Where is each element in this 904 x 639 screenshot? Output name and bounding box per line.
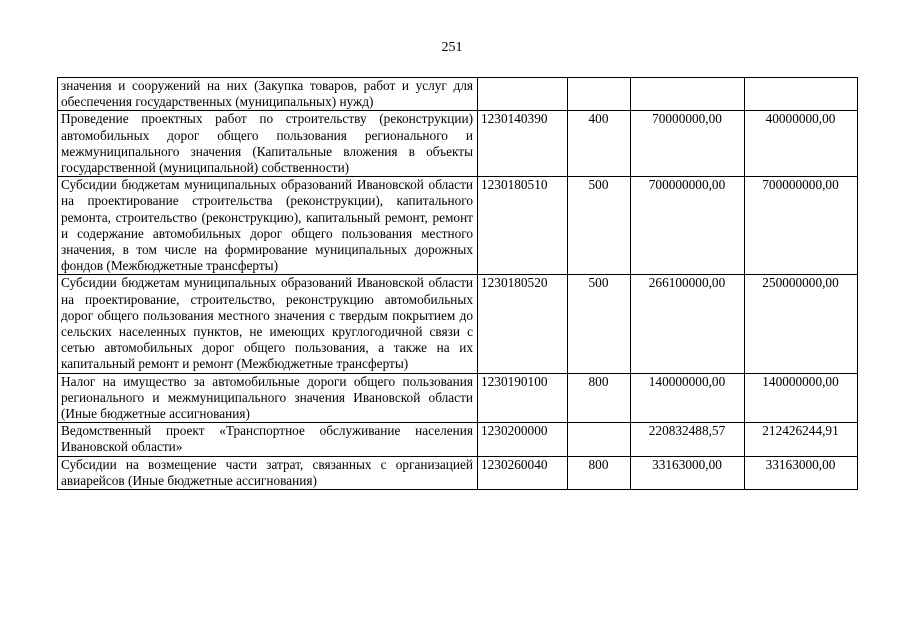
row-amount-1: 266100000,00 [631,275,745,373]
row-expense-type: 400 [568,111,631,177]
row-amount-1 [631,78,745,111]
row-expense-type [568,78,631,111]
row-code: 1230190100 [478,373,568,423]
row-amount-2: 700000000,00 [745,177,858,275]
row-code: 1230140390 [478,111,568,177]
row-code: 1230260040 [478,456,568,489]
row-amount-2: 140000000,00 [745,373,858,423]
row-amount-1: 220832488,57 [631,423,745,456]
row-amount-1: 700000000,00 [631,177,745,275]
budget-table [57,77,858,490]
row-name: Налог на имущество за автомобильные дороги общего пользования регионального и межмуниципального значения Ивановской области (Иные бюджетные ассигнования) [58,373,478,423]
table-row [58,456,858,489]
row-code: 1230180510 [478,177,568,275]
table-row [58,78,858,111]
row-name: Проведение проектных работ по строительству (реконструкции) автомобильных дорог общего пользования регионального и межмуниципального значения (Капитальные вложения в объекты государственной (муниципальной) собственности) [58,111,478,177]
row-amount-1: 70000000,00 [631,111,745,177]
row-name: Ведомственный проект «Транспортное обслуживание населения Ивановской области» [58,423,478,456]
row-amount-2: 40000000,00 [745,111,858,177]
row-name: значения и сооружений на них (Закупка товаров, работ и услуг для обеспечения государственных (муниципальных) нужд) [58,78,478,111]
table-row [58,275,858,373]
row-amount-2: 212426244,91 [745,423,858,456]
table-row [58,423,858,456]
row-expense-type: 500 [568,275,631,373]
row-amount-1: 140000000,00 [631,373,745,423]
row-expense-type: 500 [568,177,631,275]
row-code: 1230200000 [478,423,568,456]
row-amount-2: 33163000,00 [745,456,858,489]
row-code: 1230180520 [478,275,568,373]
row-name: Субсидии бюджетам муниципальных образований Ивановской области на проектирование, строительство, реконструкцию автомобильных дорог общего пользования местного значения с твердым покрытием до сельских населенных пунктов, не имеющих круглогодичной связи с сетью автомобильных дорог общего пользования, а также на их капитальный ремонт и ремонт (Межбюджетные трансферты) [58,275,478,373]
row-expense-type [568,423,631,456]
row-code [478,78,568,111]
row-amount-2: 250000000,00 [745,275,858,373]
row-name: Субсидии на возмещение части затрат, связанных с организацией авиарейсов (Иные бюджетные ассигнования) [58,456,478,489]
page-number: 251 [441,40,463,55]
row-amount-1: 33163000,00 [631,456,745,489]
table-row [58,111,858,177]
row-expense-type: 800 [568,456,631,489]
table-row [58,177,858,275]
row-amount-2 [745,78,858,111]
row-name: Субсидии бюджетам муниципальных образований Ивановской области на проектирование строительства (реконструкции), капитального ремонта, строительство (реконструкцию), капитальный ремонт, ремонт и содержание автомобильных дорог общего пользования местного значения, в том числе на формирование муниципальных дорожных фондов (Межбюджетные трансферты) [58,177,478,275]
table-row [58,373,858,423]
row-expense-type: 800 [568,373,631,423]
